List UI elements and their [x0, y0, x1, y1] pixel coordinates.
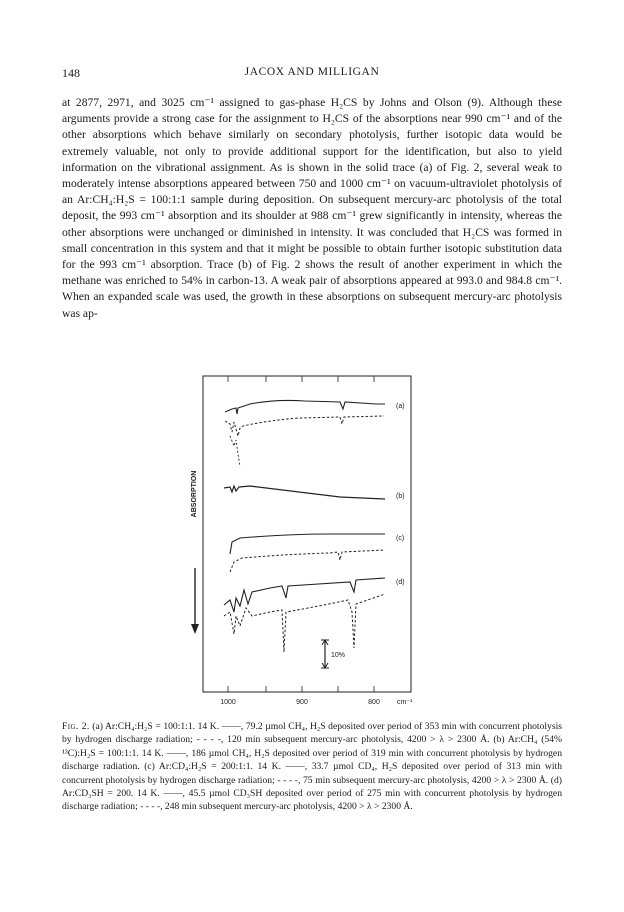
trace-label-d: (d) — [396, 579, 405, 586]
bottom-ticks — [228, 686, 374, 692]
x-tick-900: 900 — [296, 699, 308, 706]
body-paragraph: at 2877, 2971, and 3025 cm⁻¹ assigned to gas-phase H₂CS by Johns and Olson (9). Although these arguments provide a strong case for the assignment to H₂CS of the absorptions near 990 cm⁻¹ and of the other absorptions which behave similarly on secondary photolysis, further isotopic data would be extremely valuable, not only to provide additional support for the identification, but also to yield information on the vibrational assignment. As is shown in the solid trace (a) of Fig. 2, several weak to moderately intense absorptions appeared between 750 and 1000 cm⁻¹ on vacuum-ultraviolet photolysis of an Ar:CH₄:H₂S = 100:1:1 sample during deposition. On subsequent mercury-arc photolysis of the total deposit, the 993 cm⁻¹ absorption and its shoulder at 988 cm⁻¹ grew significantly in intensity, whereas the other absorptions were unchanged or diminished in intensity. It was concluded that H₂CS was formed in small concentration in this system and that it might be possible to obtain further isotopic substitution data for the 993 cm⁻¹ absorption. Trace (b) of Fig. 2 shows the result of another experiment in which the methane was enriched to 54% in carbon-13. A weak pair of absorptions appeared at 993.0 and 984.8 cm⁻¹. When an expanded scale was used, the growth in these absorptions on subsequent mercury-arc photolysis was ap- — [62, 96, 562, 320]
figure-2 — [180, 372, 420, 714]
trace-d-solid — [224, 578, 385, 612]
body-text — [62, 95, 562, 322]
scale-bar — [321, 640, 329, 668]
running-head: JACOX AND MILLIGAN — [244, 66, 380, 78]
trace-a-solid — [225, 400, 385, 414]
trace-label-a: (a) — [396, 403, 405, 410]
trace-c-dashed — [230, 550, 385, 572]
page-header — [0, 66, 624, 82]
y-axis-label: ABSORPTION — [191, 470, 198, 518]
scale-bar-label: 10% — [331, 652, 346, 659]
caption-label: Fig. 2. — [62, 721, 90, 732]
spectra-plot — [180, 372, 420, 714]
top-ticks — [228, 376, 374, 382]
figure-caption — [62, 720, 562, 814]
trace-a-dashed — [225, 416, 384, 436]
absorption-arrowhead — [191, 624, 199, 634]
trace-b-solid — [224, 486, 385, 499]
x-tick-800: 800 — [368, 699, 380, 706]
trace-label-c: (c) — [396, 535, 405, 542]
page-number: 148 — [62, 66, 80, 80]
trace-a-dashed-tail — [230, 436, 240, 466]
x-tick-1000: 1000 — [220, 699, 236, 706]
trace-label-b: (b) — [396, 493, 405, 500]
x-axis-unit: cm⁻¹ — [397, 699, 413, 706]
caption-text: (a) Ar:CH₄:H₂S = 100:1:1. 14 K. ——, 79.2 µmol CH₄, H₂S deposited over period of 353 min with concurrent photolysis by hydrogen discharge radiation; - - - -, 120 min subsequent mercury-arc photolysis, 4200 > λ > 2300 Å. (b) Ar:CH₄ (54% ¹³C):H₂S = 100:1:1. 14 K. ——, 186 µmol CH₄, H₂S deposited over period of 319 min with concurrent photolysis by hydrogen discharge radiation. (c) Ar:CD₄:H₂S = 200:1:1. 14 K. ——, 33.7 µmol CD₄, H₂S deposited over period of 313 min with concurrent photolysis by hydrogen discharge radiation; - - - -, 75 min subsequent mercury-arc photolysis, 4200 > λ > 2300 Å. (d) Ar:CD₃SH = 200. 14 K. ——, 45.5 µmol CD₃SH deposited over period of 275 min with concurrent photolysis by hydrogen discharge radiation; - - - -, 248 min subsequent mercury-arc photolysis, 4200 > λ > 2300 Å. — [62, 721, 562, 813]
trace-c-solid — [230, 534, 385, 554]
